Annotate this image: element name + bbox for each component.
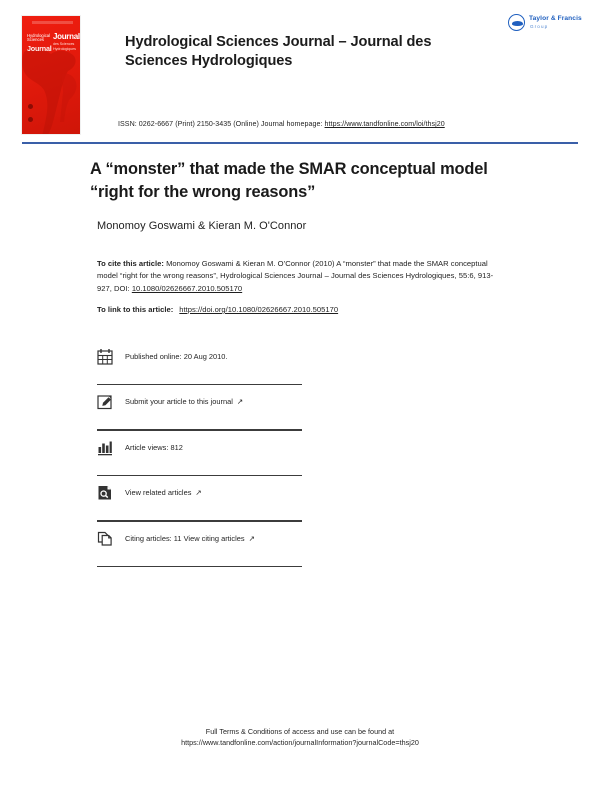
page-footer: [0, 726, 600, 748]
external-link-icon: ↗: [236, 397, 244, 407]
external-link-icon: ↗: [195, 488, 202, 498]
cover-logo-dot: [28, 104, 33, 109]
cover-top-bar: [32, 21, 73, 24]
cover-title-left: [27, 33, 52, 52]
cover-title-right-sub: des Sciences Hydrologiques: [52, 42, 76, 51]
meta-label: Submit your article to this journal: [125, 397, 233, 407]
meta-text: Article views: 812: [125, 442, 183, 452]
footer-line-1: Full Terms & Conditions of access and use can be found at: [205, 727, 395, 736]
article-title: A “monster” that made the SMAR conceptual model “right for the wrong reasons”: [90, 160, 488, 201]
journal-homepage-link[interactable]: https://www.tandfonline.com/loi/thsj20: [324, 120, 445, 128]
taylor-francis-group: Group: [530, 23, 549, 29]
meta-label: Citing articles: 11 View citing articles: [125, 533, 245, 543]
meta-text: [125, 397, 243, 406]
cite-text: Monomoy Goswami & Kieran M. O’Connor (2010) A “monster” that made the SMAR conceptual model “right for the wrong reasons”, Hydrological Sciences Journal – Journal des Sciences Hydrologiques, 55:6, 913-927, DOI:: [97, 259, 494, 293]
meta-row-published-online: [97, 340, 302, 384]
link-label: To link to this article:: [97, 305, 174, 314]
taylor-francis-name: Taylor & Francis: [529, 15, 582, 22]
meta-row-submit-article[interactable]: [97, 385, 302, 429]
external-link-icon: ↗: [248, 533, 255, 543]
taylor-francis-mark-icon: [508, 14, 525, 31]
document-search-icon: [97, 484, 113, 501]
header-rule: [22, 142, 578, 144]
pencil-square-icon: [97, 393, 113, 410]
meta-text: Published online: 20 Aug 2010.: [125, 352, 228, 361]
article-doi-url-link[interactable]: https://doi.org/10.1080/02626667.2010.505170: [179, 305, 339, 314]
issn-line: [118, 120, 445, 128]
meta-text: [125, 488, 202, 497]
article-authors: Monomoy Goswami & Kieran M. O'Connor: [97, 220, 307, 232]
cover-title-right-big: Journal: [52, 32, 80, 41]
meta-divider: [97, 566, 302, 567]
meta-row-article-views: [97, 431, 302, 475]
issn-text: ISSN: 0262-6667 (Print) 2150-3435 (Online) Journal homepage:: [118, 120, 325, 128]
cover-logo-dot: [28, 117, 33, 122]
taylor-francis-logo: [508, 12, 592, 34]
meta-text: [125, 534, 255, 543]
cover-title-right: [52, 32, 80, 51]
cover-publisher-logo-2: [28, 111, 68, 129]
footer-line-2: https://www.tandfonline.com/action/journalInformation?journalCode=thsj20: [181, 738, 419, 748]
journal-title: Hydrological Sciences Journal – Journal des Sciences Hydrologiques: [125, 34, 432, 70]
link-to-article-block: [97, 305, 338, 314]
cover-title-left-small: Hydrological Sciences: [27, 33, 51, 43]
bar-chart-icon: [97, 439, 113, 456]
cite-label: To cite this article:: [97, 259, 164, 268]
journal-cover-image: [22, 16, 80, 134]
cover-title-block: [27, 32, 80, 53]
citation-block: [97, 258, 505, 295]
meta-row-citing-articles[interactable]: [97, 522, 302, 566]
meta-row-related-articles[interactable]: [97, 476, 302, 520]
citing-articles-icon: [97, 530, 113, 547]
calendar-icon: [97, 348, 113, 365]
meta-label: View related articles: [125, 488, 192, 498]
cover-title-left-big: Journal: [27, 43, 52, 53]
article-metadata-list: [97, 340, 302, 567]
doi-link[interactable]: 10.1080/02626667.2010.505170: [131, 283, 243, 293]
page-header: [0, 0, 600, 143]
